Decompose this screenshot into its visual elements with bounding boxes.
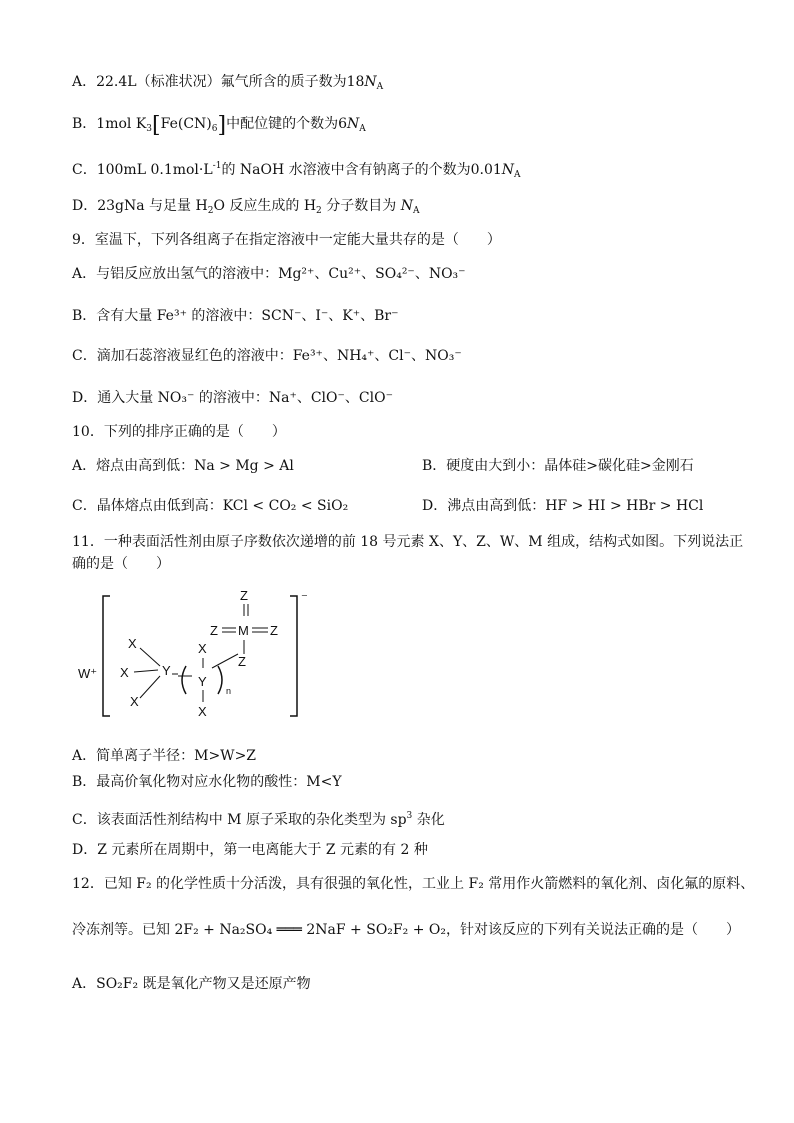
q11-option-c: C．该表面活性剂结构中 M 原子采取的杂化类型为 $sp^3$ 杂化 xyxy=(72,811,445,828)
q9-option-c: C．滴加石蕊溶液显红色的溶液中：Fe³⁺、NH₄⁺、Cl⁻、NO₃⁻ xyxy=(72,348,462,364)
q9-option-b: B．含有大量 Fe³⁺ 的溶液中：SCN⁻、I⁻、K⁺、Br⁻ xyxy=(72,308,399,324)
q9-stem: 9．室温下，下列各组离子在指定溶液中一定能大量共存的是（ ） xyxy=(72,232,501,248)
w-ion-label: W⁺ xyxy=(78,666,98,681)
y-left: Y xyxy=(162,663,171,678)
q11-option-a: A．简单离子半径：M>W>Z xyxy=(72,748,257,764)
structure-diagram xyxy=(70,586,320,726)
q12-stem-line1: 12．已知 F₂ 的化学性质十分活泼，具有很强的氧化性，工业上 F₂ 常用作火箭燃料的氧化剂、卤化氟的原料、 xyxy=(72,876,755,892)
charge-label: ⁻ xyxy=(301,590,308,605)
q9-option-d: D．通入大量 NO₃⁻ 的溶液中：Na⁺、ClO⁻、ClO⁻ xyxy=(72,390,393,406)
z-single: Z xyxy=(238,654,246,669)
n-subscript: n xyxy=(226,686,232,696)
q10-stem: 10．下列的排序正确的是（ ） xyxy=(72,424,286,440)
q11-stem-line2: 确的是（ ） xyxy=(72,556,170,572)
q10-option-d: D．沸点由高到低：HF > HI > HBr > HCl xyxy=(422,498,704,514)
x-top: X xyxy=(128,636,137,651)
z-left: Z xyxy=(210,623,218,638)
q11-option-b: B．最高价氧化物对应水化物的酸性：M<Y xyxy=(72,774,342,790)
m-atom: M xyxy=(238,623,249,638)
q8-option-b: B．1mol $K_3[Fe(CN)_6]$中配位键的个数为$6N_A$ xyxy=(72,113,366,138)
x-bottom: X xyxy=(130,694,139,709)
q8-option-c: C．100mL $0.1mol\cdot L^{-1}$的 NaOH 水溶液中含有钠离子的个数为$0.01N_A$ xyxy=(72,161,521,180)
z-top: Z xyxy=(240,588,248,603)
x-left: X xyxy=(120,665,129,680)
q12-option-a: A．SO₂F₂ 既是氧化产物又是还原产物 xyxy=(72,976,311,992)
q9-option-a: A．与铝反应放出氢气的溶液中：Mg²⁺、Cu²⁺、SO₄²⁻、NO₃⁻ xyxy=(72,266,466,282)
q8-option-a: A．22.4L（标准状况）氟气所含的质子数为$18N_A$ xyxy=(72,74,384,92)
q10-option-b: B．硬度由大到小：晶体硅>碳化硅>金刚石 xyxy=(422,458,694,474)
q10-row-1 xyxy=(72,456,694,476)
q11-option-d: D．Z 元素所在周期中，第一电离能大于 Z 元素的有 2 种 xyxy=(72,842,428,858)
q10-option-c: C．晶体熔点由低到高：KCl < CO₂ < SiO₂ xyxy=(72,498,349,514)
y-unit: Y xyxy=(198,674,207,689)
q10-row-2 xyxy=(72,496,704,516)
z-right: Z xyxy=(270,623,278,638)
q11-stem-line1: 11．一种表面活性剂由原子序数依次递增的前 18 号元素 X、Y、Z、W、M 组成，结构式如图。下列说法正 xyxy=(72,534,744,550)
x-unit-bottom: X xyxy=(198,704,207,719)
q10-option-a: A．熔点由高到低：Na > Mg > Al xyxy=(72,458,294,474)
q8-option-d: D．23gNa 与足量 $H_2O$ 反应生成的 $H_2$ 分子数目为 $N_A$ xyxy=(72,198,420,216)
x-unit-top: X xyxy=(198,641,207,656)
q12-stem-line2: 冷冻剂等。已知 2F₂ + Na₂SO₄ ═══ 2NaF + SO₂F₂ + O₂，针对该反应的下列有关说法正确的是（ ） xyxy=(72,922,740,938)
